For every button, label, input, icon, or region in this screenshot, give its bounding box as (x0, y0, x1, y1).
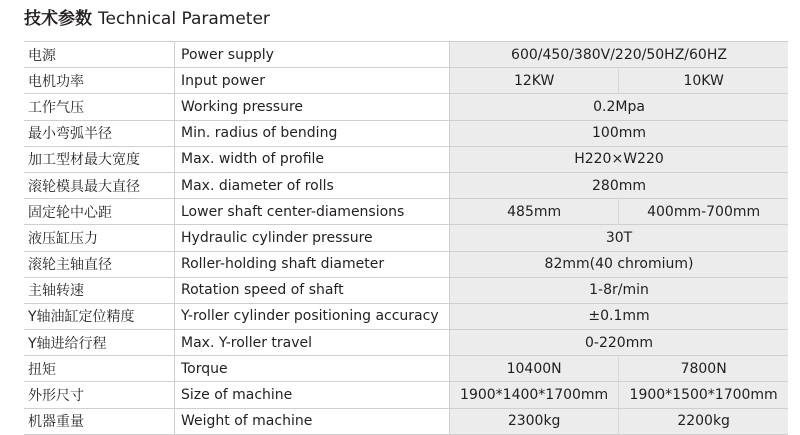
table-row (24, 303, 788, 329)
param-name-cn: 加工型材最大宽度 (24, 146, 175, 172)
param-value: H220×W220 (450, 146, 789, 172)
param-value-model-b: 7800N (619, 356, 788, 382)
param-name-en: Power supply (175, 42, 450, 68)
param-value-model-a: 10400N (450, 356, 619, 382)
param-name-cn: 电源 (24, 42, 175, 68)
param-name-en: Weight of machine (175, 408, 450, 434)
param-name-en: Roller-holding shaft diameter (175, 251, 450, 277)
table-row (24, 277, 788, 303)
param-name-en: Y-roller cylinder positioning accuracy (175, 303, 450, 329)
param-value: 600/450/380V/220/50HZ/60HZ (450, 42, 789, 68)
param-name-en: Max. Y-roller travel (175, 330, 450, 356)
param-value: 82mm(40 chromium) (450, 251, 789, 277)
param-name-en: Working pressure (175, 94, 450, 120)
page-title (24, 6, 270, 32)
param-value-model-a: 2300kg (450, 408, 619, 434)
param-name-cn: 最小弯弧半径 (24, 120, 175, 146)
param-value: 0-220mm (450, 330, 789, 356)
param-name-cn: 扭矩 (24, 356, 175, 382)
param-name-cn: 外形尺寸 (24, 382, 175, 408)
table-row (24, 330, 788, 356)
table-row (24, 199, 788, 225)
param-name-cn: 工作气压 (24, 94, 175, 120)
param-value-model-b: 10KW (619, 68, 788, 94)
table-row (24, 42, 788, 68)
table-row (24, 356, 788, 382)
param-name-cn: 电机功率 (24, 68, 175, 94)
table-row (24, 146, 788, 172)
param-name-en: Lower shaft center-diamensions (175, 199, 450, 225)
param-value: 1-8r/min (450, 277, 789, 303)
param-value: 30T (450, 225, 789, 251)
param-value-model-a: 12KW (450, 68, 619, 94)
param-name-en: Input power (175, 68, 450, 94)
param-value-model-a: 1900*1400*1700mm (450, 382, 619, 408)
param-name-en: Torque (175, 356, 450, 382)
spec-table-body (24, 42, 788, 435)
param-value: 0.2Mpa (450, 94, 789, 120)
table-row (24, 408, 788, 434)
param-name-cn: Y轴进给行程 (24, 330, 175, 356)
param-name-en: Max. diameter of rolls (175, 172, 450, 198)
table-row (24, 94, 788, 120)
param-name-en: Hydraulic cylinder pressure (175, 225, 450, 251)
param-name-en: Max. width of profile (175, 146, 450, 172)
table-row (24, 382, 788, 408)
param-name-cn: 主轴转速 (24, 277, 175, 303)
title-en: Technical Parameter (98, 9, 270, 29)
table-row (24, 120, 788, 146)
param-name-en: Min. radius of bending (175, 120, 450, 146)
table-row (24, 172, 788, 198)
param-name-cn: 液压缸压力 (24, 225, 175, 251)
param-name-cn: 机器重量 (24, 408, 175, 434)
param-value-model-b: 1900*1500*1700mm (619, 382, 788, 408)
param-value: 100mm (450, 120, 789, 146)
title-cn: 技术参数 (24, 9, 92, 29)
param-name-en: Rotation speed of shaft (175, 277, 450, 303)
param-value: 280mm (450, 172, 789, 198)
table-row (24, 225, 788, 251)
param-name-cn: Y轴油缸定位精度 (24, 303, 175, 329)
param-name-cn: 滚轮模具最大直径 (24, 172, 175, 198)
table-row (24, 68, 788, 94)
param-name-en: Size of machine (175, 382, 450, 408)
param-value-model-a: 485mm (450, 199, 619, 225)
param-value-model-b: 2200kg (619, 408, 788, 434)
table-row (24, 251, 788, 277)
param-name-cn: 固定轮中心距 (24, 199, 175, 225)
param-value-model-b: 400mm-700mm (619, 199, 788, 225)
param-value: ±0.1mm (450, 303, 789, 329)
param-name-cn: 滚轮主轴直径 (24, 251, 175, 277)
spec-table (24, 41, 788, 435)
